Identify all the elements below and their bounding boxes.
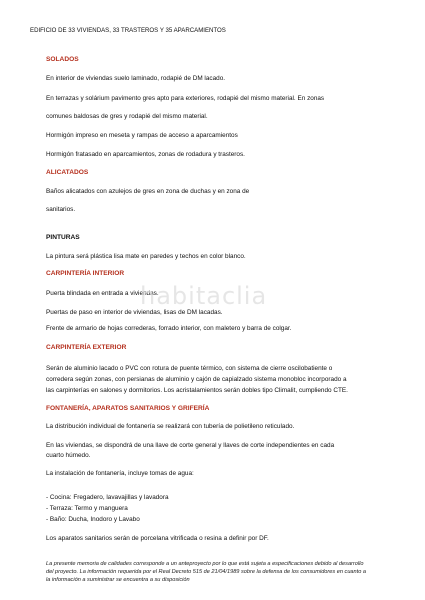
fontaneria-p1: La distribución individual de fontanería se realizará con tubería de polietileno reticulado. (46, 423, 295, 430)
pinturas-p1: La pintura será plástica lisa mate en paredes y techos en color blanco. (46, 253, 246, 260)
footer-note-line-2: del proyecto. La información requerida por el Real Decreto 515 de 21/04/1989 sobre la defensa de los consumidores en cuanto a (46, 569, 366, 575)
heading-fontaneria: FONTANERÍA, APARATOS SANITARIOS Y GRIFERÍA (46, 405, 210, 412)
solados-p4: Hormigón fratasado en aparcamientos, zonas de rodadura y trasteros. (46, 151, 245, 158)
heading-carpinteria-interior: CARPINTERÍA INTERIOR (46, 270, 125, 277)
solados-p1: En interior de viviendas suelo laminado, rodapié de DM lacado. (46, 75, 226, 82)
document-title: EDIFICIO DE 33 VIVIENDAS, 33 TRASTEROS Y 35 APARCAMIENTOS (30, 27, 226, 34)
carpinteria-exterior-p1c: las carpinterías en salones y dormitorios. Los acristalamientos serán dobles tipo Climalit, cumpliendo CTE. (46, 387, 348, 394)
fontaneria-p3: La instalación de fontanería, incluye tomas de agua: (46, 470, 194, 477)
list-item: - Cocina: Fregadero, lavavajillas y lavadora (46, 494, 169, 501)
heading-alicatados: ALICATADOS (46, 169, 89, 176)
fontaneria-p2b: cuarto húmedo. (46, 452, 91, 459)
carpinteria-exterior-p1b: corredera según zonas, con persianas de aluminio y cajón de capialzado sistema monobloc incorporado a (46, 376, 347, 383)
solados-p2b: comunes baldosas de gres y rodapié del mismo material. (46, 113, 208, 120)
alicatados-p1b: sanitarios. (46, 206, 76, 213)
solados-p3: Hormigón impreso en meseta y rampas de acceso a aparcamientos (46, 132, 238, 139)
alicatados-p1a: Baños alicatados con azulejos de gres en zona de duchas y en zona de (46, 188, 250, 195)
fontaneria-p2a: En las viviendas, se dispondrá de una llave de corte general y llaves de corte independientes en cada (46, 442, 335, 449)
carpinteria-interior-p3: Frente de armario de hojas correderas, forrado interior, con maletero y barra de colgar. (46, 325, 292, 332)
footer-note-line-3: la información a suministrar se encuentra a su disposición (46, 577, 190, 583)
list-item: - Terraza: Termo y manguera (46, 505, 128, 512)
heading-carpinteria-exterior: CARPINTERÍA EXTERIOR (46, 344, 127, 351)
fontaneria-p4: Los aparatos sanitarios serán de porcelana vitrificada o resina a definir por DF. (46, 535, 269, 542)
carpinteria-interior-p2: Puertas de paso en interior de viviendas, lisas de DM lacadas. (46, 309, 223, 316)
carpinteria-exterior-p1a: Serán de aluminio lacado o PVC con rotura de puente térmico, con sistema de cierre oscilobatiente o (46, 365, 333, 372)
list-item: - Baño: Ducha, Inodoro y Lavabo (46, 516, 140, 523)
footer-note-line-1: La presente memoria de calidades corresponde a un anteproyecto por lo que está sujeta a especificaciones debido al desarrollo (46, 561, 364, 567)
carpinteria-interior-p1: Puerta blindada en entrada a viviendas. (46, 290, 159, 297)
solados-p2a: En terrazas y solárium pavimento gres apto para exteriores, rodapié del mismo material. En zonas (46, 95, 325, 102)
heading-pinturas: PINTURAS (46, 234, 80, 241)
watermark-logo: habitaclia (140, 282, 268, 310)
heading-solados: SOLADOS (46, 56, 79, 63)
